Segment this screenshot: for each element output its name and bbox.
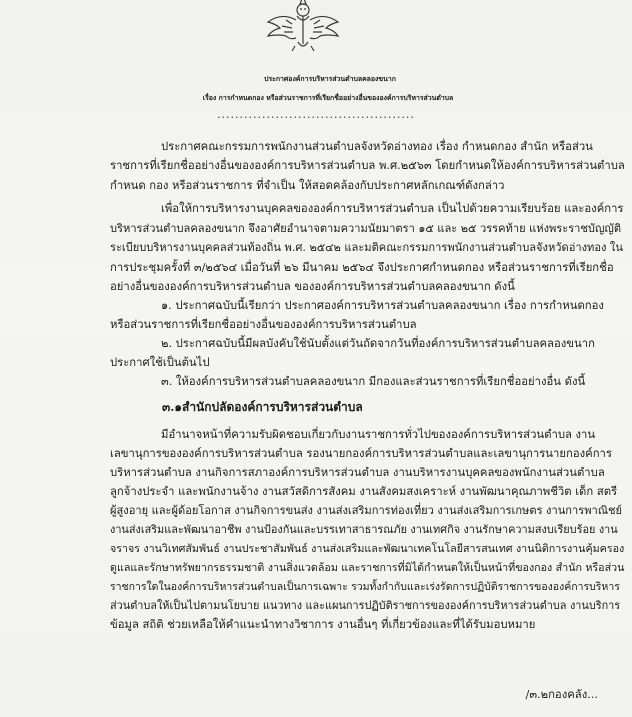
garuda-emblem-icon [262, 0, 344, 52]
paragraph3-line: ส่วนตำบลให้เป็นไปตามนโยบาย แนวทาง และแผนการปฏิบัติราชการขององค์การบริหารส่วนตำบล งานบริการ [110, 599, 621, 612]
item2-line: ๒. ประกาศฉบับนี้มีผลบังคับใช้นับตั้งแต่วันถัดจากวันที่องค์การบริหารส่วนตำบลคลองขนาก [161, 337, 595, 350]
item3-line: ๓. ให้องค์การบริหารส่วนตำบลคลองขนาก มีกองและส่วนราชการที่เรียกชื่ออย่างอื่น ดังนี้ [161, 375, 586, 388]
paragraph3-line: ราชการใดในองค์การบริหารส่วนตำบลเป็นการเฉพาะ รวมทั้งกำกับและเร่งรัดการปฏิบัติราชการขององค์การบริหาร [110, 581, 620, 593]
paragraph3-line: บริหารส่วนตำบล งานกิจการสภาองค์การบริหารส่วนตำบล งานบริหารงานบุคคลของพนักงานส่วนตำบล [110, 466, 605, 479]
paragraph2-line: บริหารส่วนตำบลคลองขนาก จึงอาศัยอำนาจตามความนัยมาตรา ๑๕ และ ๒๕ วรรคท้าย แห่งพระราชบัญญัติ [110, 222, 622, 235]
paragraph3-line: จราจร งานวิเทศสัมพันธ์ งานประชาสัมพันธ์ งานส่งเสริมและพัฒนาเทคโนโลยีสารสนเทศ งานนิติการงานคุ้มครอง [110, 542, 625, 555]
paragraph3-line: มีอำนาจหน้าที่ความรับผิดชอบเกี่ยวกับงานราชการทั่วไปขององค์การบริหารส่วนตำบล งาน [161, 428, 596, 441]
paragraph2-line: ระเบียบบริหารงานบุคคลส่วนท้องถิ่น พ.ศ. ๒๕๔๒ และมติคณะกรรมการพนักงานส่วนตำบลจังหวัดอ่างทอง ใน [110, 241, 623, 254]
item1-line: ๑. ประกาศฉบับนี้เรียกว่า ประกาศองค์การบริหารส่วนตำบลคลองขนาก เรื่อง การกำหนดกอง [161, 299, 604, 312]
paragraph3-line: ลูกจ้างประจำ และพนักงานจ้าง งานสวัสดิการสังคม งานสังคมสงเคราะห์ งานพัฒนาคุณภาพชีวิต เด็ก สตรี [110, 485, 618, 498]
announcement-title: ประกาศองค์การบริหารส่วนตำบลคลองขนาก [264, 75, 396, 83]
paragraph3-line: เลขานุการขององค์การบริหารส่วนตำบล รองนายกองค์การบริหารส่วนตำบลและเลขานุการนายกองค์การ [110, 447, 612, 460]
announcement-subject: เรื่อง การกำหนดกอง หรือส่วนราชการที่เรียกชื่ออย่างอื่นขององค์การบริหารส่วนตำบล [202, 94, 454, 102]
paragraph3-line: ผู้สูงอายุ และผู้ด้อยโอกาส งานกิจการขนส่ง งานส่งเสริมการท่องเที่ยว งานส่งเสริมการเกษตร งานการพาณิชย์ [110, 504, 623, 517]
title-separator: ............................................ [217, 108, 415, 121]
paragraph3-line: ดูแลและรักษาทรัพยากรธรรมชาติ งานสิ่งแวดล้อม และราชการที่มิได้กำหนดให้เป็นหน้าที่ของกอง สำนัก หรือส่วน [110, 561, 625, 574]
paragraph1-line: ราชการที่เรียกชื่ออย่างอื่นขององค์การบริหารส่วนตำบล พ.ศ.๒๕๖๓ โดยกำหนดให้องค์การบริหารส่วนตำบล [110, 159, 625, 172]
paragraph2-line: เพื่อให้การบริหารงานบุคคลขององค์การบริหารส่วนตำบล เป็นไปด้วยความเรียบร้อย และองค์การ [161, 202, 624, 215]
paragraph3-line: ข้อมูล สถิติ ช่วยเหลือให้คำแนะนำทางวิชาการ งานอื่นๆ ที่เกี่ยวข้องและที่ได้รับมอบหมาย [110, 618, 536, 631]
paragraph3-line: งานส่งเสริมและพัฒนาอาชีพ งานป้องกันและบรรเทาสาธารณภัย งานเทศกิจ งานรักษาความสงบเรียบร้อย งาน [110, 523, 618, 536]
continuation-note: /๓.๒กองคลัง... [525, 688, 598, 701]
item2-line: ประกาศใช้เป็นต้นไป [110, 356, 210, 369]
section-subheading: ๓.๑สำนักปลัดองค์การบริหารส่วนตำบล [162, 400, 363, 414]
paragraph2-line: การประชุมครั้งที่ ๓/๒๕๖๔ เมื่อวันที่ ๒๖ มีนาคม ๒๕๖๔ จึงประกาศกำหนดกอง หรือส่วนราชการที่เรียกชื่อ [110, 261, 614, 274]
paragraph1-line: กำหนด กอง หรือส่วนราชการ ที่จำเป็น ให้สอดคล้องกับประกาศหลักเกณฑ์ดังกล่าว [110, 179, 505, 192]
paragraph2-line: อย่างอื่นขององค์การบริหารส่วนตำบล ขององค์การบริหารส่วนตำบลคลองขนาก ดังนี้ [110, 280, 515, 293]
item1-line: หรือส่วนราชการที่เรียกชื่ออย่างอื่นขององค์การบริหารส่วนตำบล [110, 318, 417, 331]
paragraph1-line: ประกาศคณะกรรมการพนักงานส่วนตำบลจังหวัดอ่างทอง เรื่อง กำหนดกอง สำนัก หรือส่วน [161, 140, 593, 153]
